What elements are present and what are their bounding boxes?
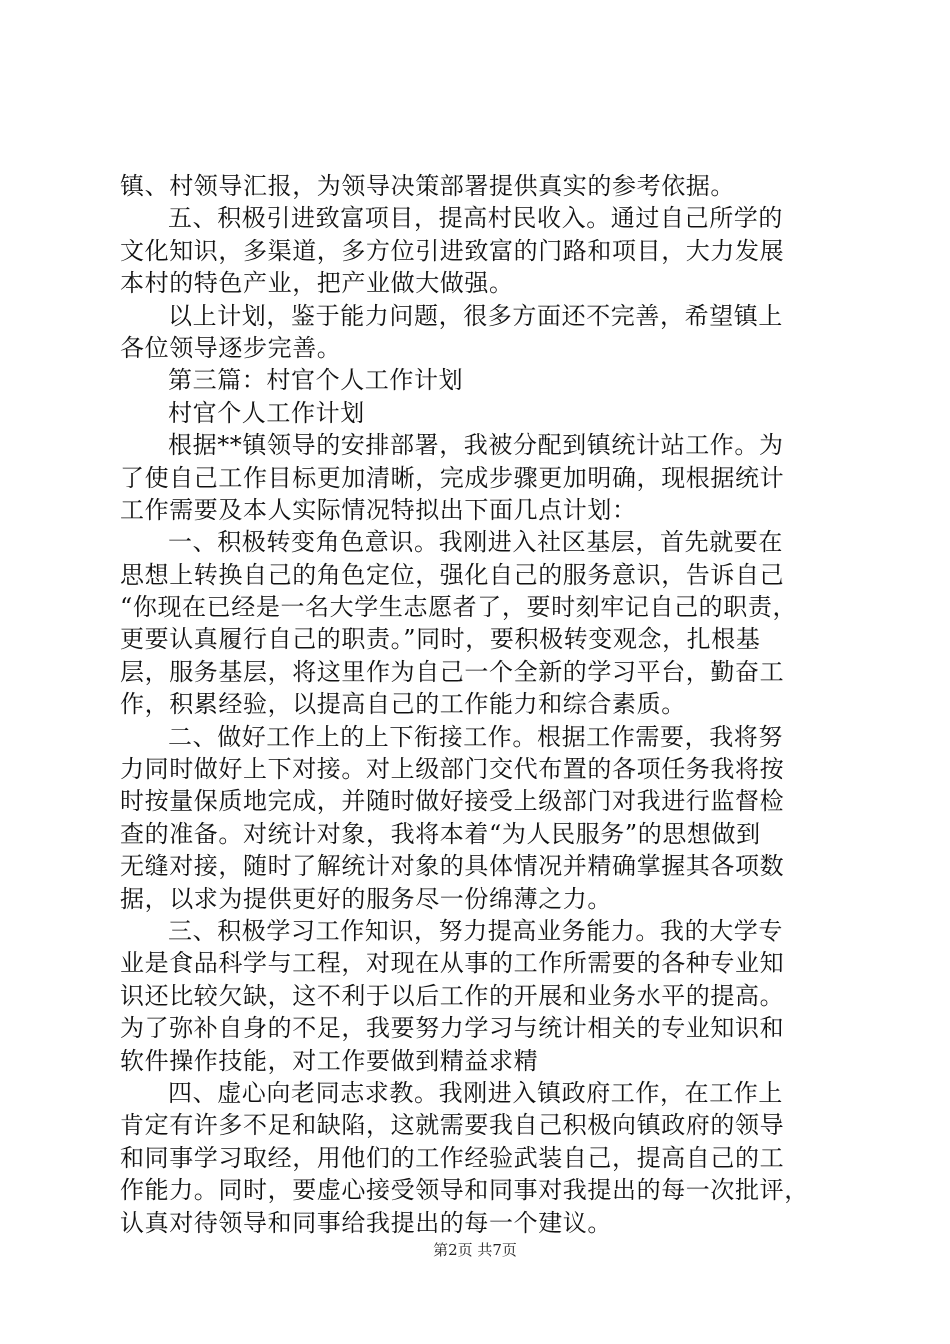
text-line: 为了弥补自身的不足，我要努力学习与统计相关的专业知识和 <box>120 1014 785 1043</box>
document-body <box>120 170 840 1239</box>
text-line: 肯定有许多不足和缺陷，这就需要我自己积极向镇政府的领导 <box>120 1111 785 1140</box>
text-line: 本村的特色产业，把产业做大做强。 <box>120 269 514 298</box>
text-line: 各位领导逐步完善。 <box>120 333 342 362</box>
text-line: 无缝对接，随时了解统计对象的具体情况并精确掌握其各项数 <box>120 852 785 881</box>
text-line: 第三篇：村官个人工作计划 <box>168 366 464 395</box>
text-line: 查的准备。对统计对象，我将本着“为人民服务”的思想做到 <box>120 819 761 848</box>
text-line: 认真对待领导和同事给我提出的每一个建议。 <box>120 1208 612 1237</box>
text-line: 镇、村领导汇报，为领导决策部署提供真实的参考依据。 <box>120 172 735 200</box>
text-line: 力同时做好上下对接。对上级部门交代布置的各项任务我将按 <box>120 755 785 784</box>
text-line: 软件操作技能，对工作要做到精益求精 <box>120 1046 539 1075</box>
text-line: 以上计划，鉴于能力问题，很多方面还不完善，希望镇上 <box>168 301 783 330</box>
text-line: 更要认真履行自己的职责。”同时，要积极转变观念，扎根基 <box>120 625 761 654</box>
text-line: 三、积极学习工作知识，努力提高业务能力。我的大学专 <box>168 916 783 945</box>
text-line: 文化知识，多渠道，多方位引进致富的门路和项目，大力发展 <box>120 236 785 265</box>
text-line: 作，积累经验，以提高自己的工作能力和综合素质。 <box>120 690 686 719</box>
text-line: 层，服务基层，将这里作为自己一个全新的学习平台，勤奋工 <box>120 657 785 686</box>
text-line: 工作需要及本人实际情况特拟出下面几点计划： <box>120 495 637 524</box>
text-line: 一、积极转变角色意识。我刚进入社区基层，首先就要在 <box>168 528 783 557</box>
text-line: 五、积极引进致富项目，提高村民收入。通过自己所学的 <box>168 204 783 233</box>
text-line: 作能力。同时，要虚心接受领导和同事对我提出的每一次批评， <box>120 1176 809 1205</box>
text-line: 时按量保质地完成，并随时做好接受上级部门对我进行监督检 <box>120 787 785 816</box>
text-line: 业是食品科学与工程，对现在从事的工作所需要的各种专业知 <box>120 949 785 978</box>
text-line: 了使自己工作目标更加清晰，完成步骤更加明确，现根据统计 <box>120 463 785 492</box>
text-line: 识还比较欠缺，这不利于以后工作的开展和业务水平的提高。 <box>120 981 785 1010</box>
text-line: 二、做好工作上的上下衔接工作。根据工作需要，我将努 <box>168 722 783 751</box>
text-line: 和同事学习取经，用他们的工作经验武装自己，提高自己的工 <box>120 1143 785 1172</box>
text-line: 村官个人工作计划 <box>168 398 365 427</box>
text-line: 据，以求为提供更好的服务尽一份绵薄之力。 <box>120 884 612 913</box>
page-number: 第2页 共7页 <box>433 1241 517 1259</box>
text-line: 根据**镇领导的安排部署，我被分配到镇统计站工作。为 <box>168 431 784 460</box>
text-line: 思想上转换自己的角色定位，强化自己的服务意识，告诉自己 <box>120 560 785 589</box>
text-line: “你现在已经是一名大学生志愿者了，要时刻牢记自己的职责， <box>120 593 798 622</box>
text-line: 四、虚心向老同志求教。我刚进入镇政府工作，在工作上 <box>168 1078 783 1107</box>
